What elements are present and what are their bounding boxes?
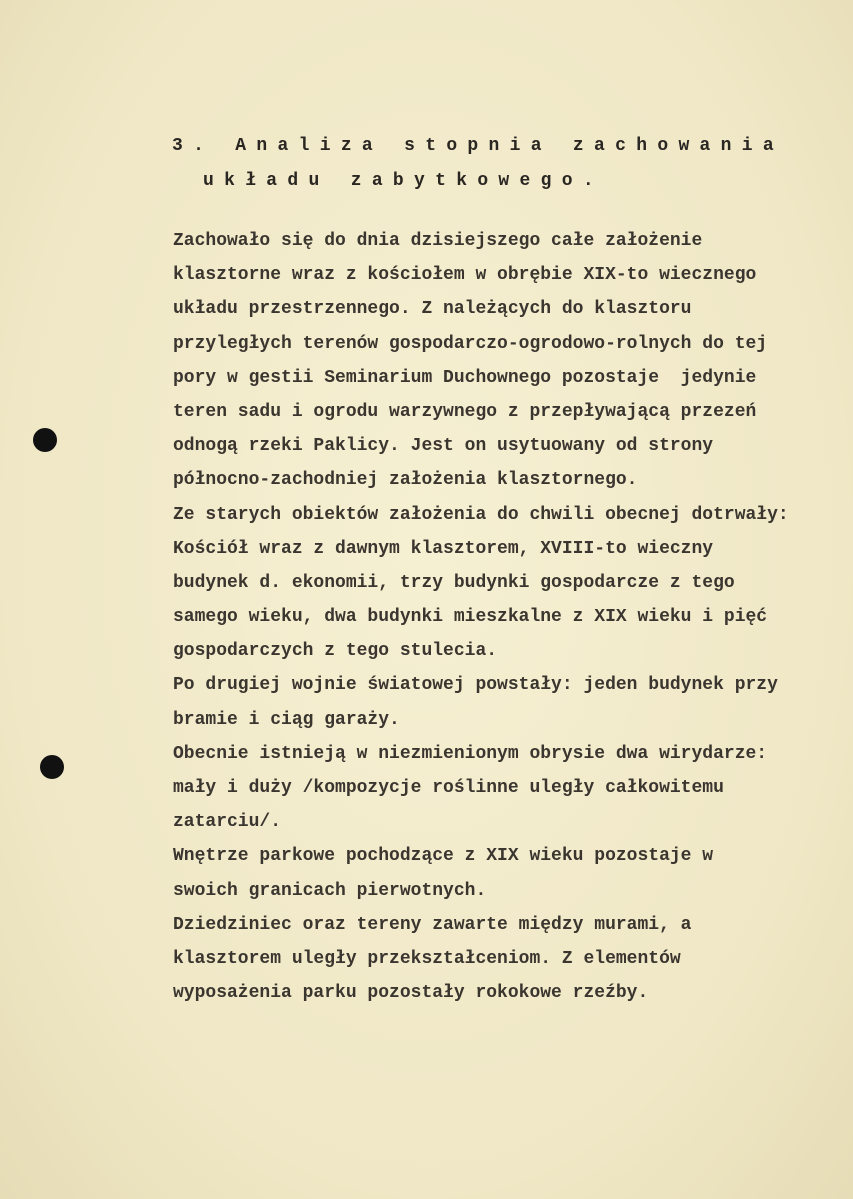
body-text xyxy=(173,224,789,1010)
text-line: Po drugiej wojnie światowej powstały: jeden budynek przy xyxy=(173,675,778,696)
text-line: Zachowało się do dnia dzisiejszego całe założenie xyxy=(173,231,703,251)
text-line: odnogą rzeki Paklicy. Jest on usytuowany od strony xyxy=(173,436,714,457)
punch-hole xyxy=(33,428,57,452)
text-line: swoich granicach pierwotnych. xyxy=(173,880,487,901)
section-title: 3. Analiza stopnia zachowania xyxy=(172,136,784,156)
text-line: zatarciu/. xyxy=(173,812,282,833)
section-title-continued: układu zabytkowego. xyxy=(203,171,604,191)
text-line: Kościół wraz z dawnym klasztorem, XVIII-to wieczny xyxy=(173,538,714,559)
text-line: samego wieku, dwa budynki mieszkalne z XIX wieku i pięć xyxy=(173,607,768,628)
text-line: wyposażenia parku pozostały rokokowe rzeźby. xyxy=(173,983,649,1004)
text-line: północno-zachodniej założenia klasztornego. xyxy=(173,470,638,491)
text-line: przyległych terenów gospodarczo-ogrodowo-rolnych do tej xyxy=(173,333,768,354)
text-line: mały i duży /kompozycje roślinne uległy całkowitemu xyxy=(173,778,724,798)
text-line: pory w gestii Seminarium Duchownego pozostaje jedynie xyxy=(173,367,757,388)
text-line: bramie i ciąg garaży. xyxy=(173,709,400,730)
text-line: klasztorne wraz z kościołem w obrębie XIX-to wiecznego xyxy=(173,265,757,286)
text-line: Obecnie istnieją w niezmienionym obrysie dwa wirydarze: xyxy=(173,743,768,764)
text-line: teren sadu i ogrodu warzywnego z przepływającą przezeń xyxy=(173,401,757,422)
text-line: klasztorem uległy przekształceniom. Z elementów xyxy=(173,948,681,969)
text-line: Ze starych obiektów założenia do chwili obecnej dotrwały: xyxy=(173,504,789,525)
text-line: Dziedziniec oraz tereny zawarte między murami, a xyxy=(173,914,692,935)
punch-hole xyxy=(40,755,64,779)
text-line: budynek d. ekonomii, trzy budynki gospodarcze z tego xyxy=(173,572,735,593)
text-line: układu przestrzennego. Z należących do klasztoru xyxy=(173,299,692,320)
text-line: Wnętrze parkowe pochodzące z XIX wieku pozostaje w xyxy=(173,846,714,867)
text-line: gospodarczych z tego stulecia. xyxy=(173,641,498,662)
